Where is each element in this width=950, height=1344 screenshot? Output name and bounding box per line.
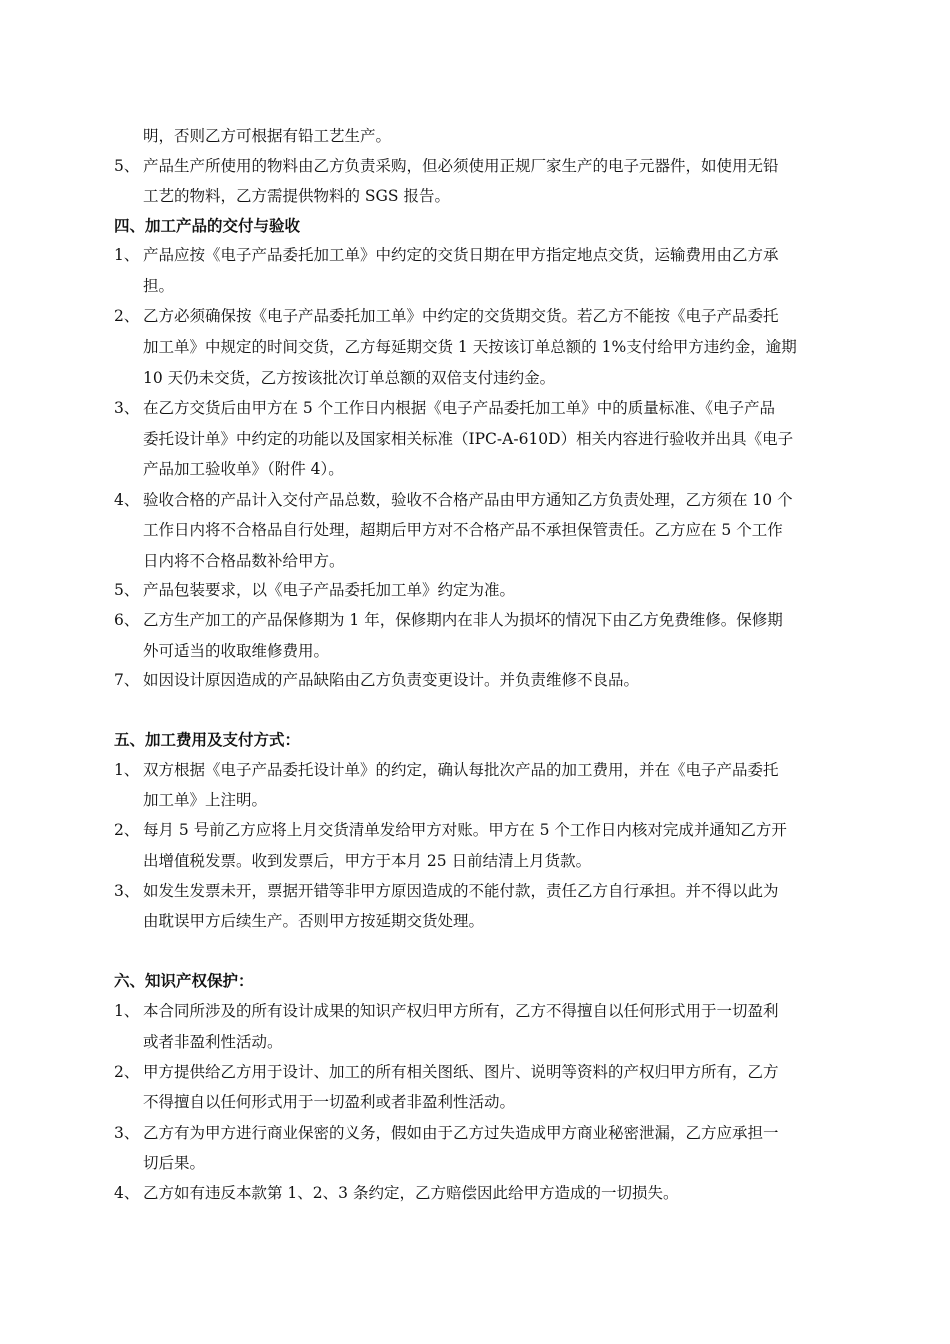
- section-heading: 四、加工产品的交付与验收: [114, 217, 301, 235]
- item-number: 2、: [114, 821, 140, 839]
- paragraph-line: 明，否则乙方可根据有铅工艺生产。: [143, 127, 392, 145]
- paragraph-line: 双方根据《电子产品委托设计单》的约定，确认每批次产品的加工费用，并在《电子产品委托: [143, 761, 779, 779]
- item-number: 1、: [114, 1002, 140, 1020]
- paragraph-line: 委托设计单》中约定的功能以及国家相关标准（IPC-A-610D）相关内容进行验收并出具《电子: [143, 430, 794, 448]
- paragraph-line: 本合同所涉及的所有设计成果的知识产权归甲方所有，乙方不得擅自以任何形式用于一切盈利: [143, 1002, 779, 1020]
- item-number: 5、: [114, 157, 140, 175]
- paragraph-line: 加工单》中规定的时间交货，乙方每延期交货 1 天按该订单总额的 1%支付给甲方违约金，逾期: [143, 338, 797, 356]
- paragraph-line: 工艺的物料，乙方需提供物料的 SGS 报告。: [143, 187, 450, 205]
- paragraph-line: 日内将不合格品数补给甲方。: [143, 552, 345, 570]
- paragraph-line: 加工单》上注明。: [143, 791, 268, 809]
- paragraph-line: 出增值税发票。收到发票后，甲方于本月 25 日前结清上月货款。: [143, 852, 592, 870]
- paragraph-line: 在乙方交货后由甲方在 5 个工作日内根据《电子产品委托加工单》中的质量标准、《电子产品: [143, 399, 775, 417]
- item-number: 1、: [114, 246, 140, 264]
- paragraph-line: 每月 5 号前乙方应将上月交货清单发给甲方对账。甲方在 5 个工作日内核对完成并通知乙方开: [143, 821, 787, 839]
- paragraph-line: 产品加工验收单》（附件 4）。: [143, 460, 344, 478]
- paragraph-line: 乙方必须确保按《电子产品委托加工单》中约定的交货期交货。若乙方不能按《电子产品委托: [143, 307, 779, 325]
- section-heading: 六、知识产权保护：: [114, 972, 254, 990]
- paragraph-line: 外可适当的收取维修费用。: [143, 642, 330, 660]
- item-number: 3、: [114, 399, 140, 417]
- paragraph-line: 甲方提供给乙方用于设计、加工的所有相关图纸、图片、说明等资料的产权归甲方所有，乙方: [143, 1063, 779, 1081]
- item-number: 5、: [114, 581, 140, 599]
- item-number: 3、: [114, 882, 140, 900]
- paragraph-line: 如发生发票未开，票据开错等非甲方原因造成的不能付款，责任乙方自行承担。并不得以此为: [143, 882, 779, 900]
- paragraph-line: 如因设计原因造成的产品缺陷由乙方负责变更设计。并负责维修不良品。: [143, 671, 640, 689]
- paragraph-line: 产品生产所使用的物料由乙方负责采购，但必须使用正规厂家生产的电子元器件，如使用无铅: [143, 157, 779, 175]
- paragraph-line: 乙方生产加工的产品保修期为 1 年，保修期内在非人为损坏的情况下由乙方免费维修。保修期: [143, 611, 783, 629]
- paragraph-line: 切后果。: [143, 1154, 206, 1172]
- paragraph-line: 产品包装要求，以《电子产品委托加工单》约定为准。: [143, 581, 516, 599]
- paragraph-line: 产品应按《电子产品委托加工单》中约定的交货日期在甲方指定地点交货，运输费用由乙方承: [143, 246, 779, 264]
- item-number: 7、: [114, 671, 140, 689]
- section-heading: 五、加工费用及支付方式：: [114, 731, 301, 749]
- paragraph-line: 乙方有为甲方进行商业保密的义务，假如由于乙方过失造成甲方商业秘密泄漏，乙方应承担一: [143, 1124, 779, 1142]
- paragraph-line: 由耽误甲方后续生产。否则甲方按延期交货处理。: [143, 912, 485, 930]
- item-number: 3、: [114, 1124, 140, 1142]
- paragraph-line: 乙方如有违反本款第 1、2、3 条约定，乙方赔偿因此给甲方造成的一切损失。: [143, 1184, 679, 1202]
- item-number: 6、: [114, 611, 140, 629]
- paragraph-line: 或者非盈利性活动。: [143, 1033, 283, 1051]
- paragraph-line: 不得擅自以任何形式用于一切盈利或者非盈利性活动。: [143, 1093, 516, 1111]
- paragraph-line: 工作日内将不合格品自行处理，超期后甲方对不合格产品不承担保管责任。乙方应在 5 个工作: [143, 521, 783, 539]
- item-number: 2、: [114, 307, 140, 325]
- item-number: 4、: [114, 1184, 140, 1202]
- item-number: 1、: [114, 761, 140, 779]
- item-number: 4、: [114, 491, 140, 509]
- paragraph-line: 担。: [143, 277, 175, 295]
- paragraph-line: 10 天仍未交货，乙方按该批次订单总额的双倍支付违约金。: [143, 369, 556, 387]
- paragraph-line: 验收合格的产品计入交付产品总数，验收不合格产品由甲方通知乙方负责处理，乙方须在 10 个: [143, 491, 793, 509]
- item-number: 2、: [114, 1063, 140, 1081]
